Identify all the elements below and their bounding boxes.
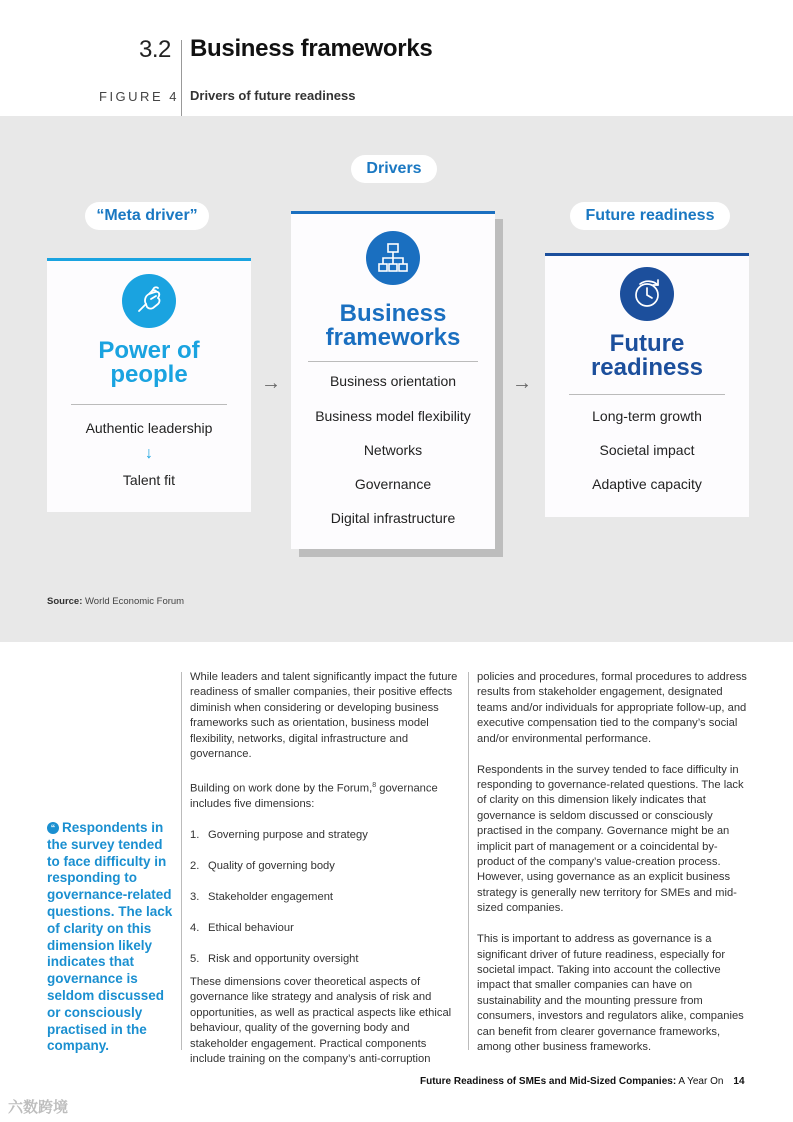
source-label: Source:	[47, 596, 83, 607]
org-chart-icon	[366, 231, 420, 285]
list-text: Quality of governing body	[208, 859, 335, 872]
list-text: Risk and opportunity oversight	[208, 952, 359, 965]
fist-icon	[122, 274, 176, 328]
card-title-line1: Power of	[98, 337, 200, 364]
column-rule	[468, 672, 469, 1050]
card-power-of-people	[47, 258, 251, 512]
figure-label: FIGURE 4	[99, 89, 179, 104]
paragraph	[190, 778, 462, 813]
list-number: 2.	[190, 859, 200, 872]
paragraph: Respondents in the survey tended to face difficulty in responding to governance-related questions. The lack of clarity on this dimension likely indicates that governance is seldom discussed or consciously practised in the company. Governance might be an implicit part of management or a coincidental by-product of the company’s value-creation process. However, using governance as an explicit business strategy is generally new territory for SMEs and mid-sized companies.	[477, 763, 744, 915]
list-number: 4.	[190, 921, 200, 934]
card-title-line1: Future	[609, 330, 685, 357]
card-title-line2: readiness	[590, 354, 704, 381]
flow-arrow-icon: →	[512, 372, 532, 394]
list-item	[190, 921, 462, 936]
card-title-line2: frameworks	[325, 324, 461, 351]
paragraph-text: Building on work done by the Forum,	[190, 782, 373, 795]
card-item: Digital infrastructure	[330, 510, 456, 526]
footer-title-rest: A Year On	[676, 1076, 724, 1087]
card-divider	[569, 394, 725, 395]
card-item: Authentic leadership	[85, 420, 213, 436]
body-column-2	[477, 670, 749, 1071]
figure-source	[47, 596, 184, 607]
figure-title: Drivers of future readiness	[190, 88, 356, 103]
flow-arrow-icon: →	[261, 372, 281, 394]
meta-driver-pill: “Meta driver”	[85, 202, 209, 230]
watermark-text: 六数跨境	[8, 1099, 69, 1116]
card-item: Adaptive capacity	[592, 476, 702, 492]
source-text: World Economic Forum	[85, 596, 185, 607]
card-item: Business orientation	[329, 373, 457, 389]
card-business-frameworks	[291, 211, 495, 549]
pull-quote-text: Respondents in the survey tended to face difficulty in responding to governance-related questions. The lack of clarity on this dimension likely indicates that governance is seldom discussed or consciously practised in the company.	[47, 820, 173, 1054]
card-divider	[308, 361, 478, 362]
footer-title-bold: Future Readiness of SMEs and Mid-Sized Companies:	[420, 1076, 677, 1087]
future-readiness-pill: Future readiness	[570, 202, 730, 230]
footnote-ref: 8	[372, 781, 377, 789]
list-text: Ethical behaviour	[208, 921, 294, 934]
card-accent-bar	[545, 253, 749, 256]
column-rule	[181, 672, 182, 1050]
paragraph: This is important to address as governance is a significant driver of future readiness, especially for societal impact. Taking into account the collective impact that smaller companies can have on sustainability and the mounting pressure from consumers, investors and regulators alike, companies can benefit from clearer governance frameworks, among other business frameworks.	[477, 933, 744, 1053]
down-arrow-icon: ↓	[145, 445, 153, 462]
paragraph: These dimensions cover theoretical aspects of governance like strategy and analysis of risk and opportunities, as well as practical aspects like ethical behaviour, quality of the governing body and stakeholder engagement. Practical components include training on the company’s anti-corruption	[190, 976, 452, 1066]
card-divider	[71, 404, 227, 405]
list-item	[190, 890, 462, 905]
card-title-line1: Business	[339, 300, 447, 327]
body-column-1	[190, 670, 462, 1083]
card-title-line2: people	[110, 361, 188, 388]
section-title: Business frameworks	[190, 35, 433, 62]
paragraph: While leaders and talent significantly impact the future readiness of smaller companies, their positive effects diminish when considering or developing business frameworks such as orientation, business model flexibility, networks, digital infrastructure and governance.	[190, 671, 458, 761]
card-item: Governance	[354, 476, 432, 492]
header-divider	[181, 40, 182, 116]
list-text: Stakeholder engagement	[208, 890, 334, 903]
paragraph-text: governance includes five dimensions:	[190, 782, 438, 811]
drivers-pill: Drivers	[351, 155, 437, 183]
card-item: Societal impact	[599, 442, 695, 458]
card-item: Talent fit	[122, 472, 176, 488]
list-number: 1.	[190, 828, 200, 841]
list-text: Governing purpose and strategy	[208, 828, 368, 841]
list-item	[190, 952, 462, 967]
clock-icon	[620, 267, 674, 321]
list-item	[190, 859, 462, 874]
page-number: 14	[733, 1076, 745, 1087]
card-future-readiness	[545, 253, 749, 517]
list-number: 5.	[190, 952, 200, 965]
list-item	[190, 828, 462, 843]
list-number: 3.	[190, 890, 200, 903]
pull-quote	[47, 820, 175, 1055]
quote-icon: “	[47, 822, 59, 834]
card-item: Long-term growth	[592, 408, 702, 424]
card-item: Networks	[363, 442, 423, 458]
paragraph: policies and procedures, formal procedures to address results from stakeholder engagement, designated teams and/or individuals for appropriate follow-up, and executive compensation tied to the company’s social and/or environmental performance.	[477, 671, 747, 745]
card-accent-bar	[47, 258, 251, 261]
section-number: 3.2	[139, 36, 171, 63]
card-item: Business model flexibility	[315, 408, 471, 424]
card-accent-bar	[291, 211, 495, 214]
page-footer	[420, 1076, 745, 1087]
watermark-logo	[8, 1096, 68, 1117]
